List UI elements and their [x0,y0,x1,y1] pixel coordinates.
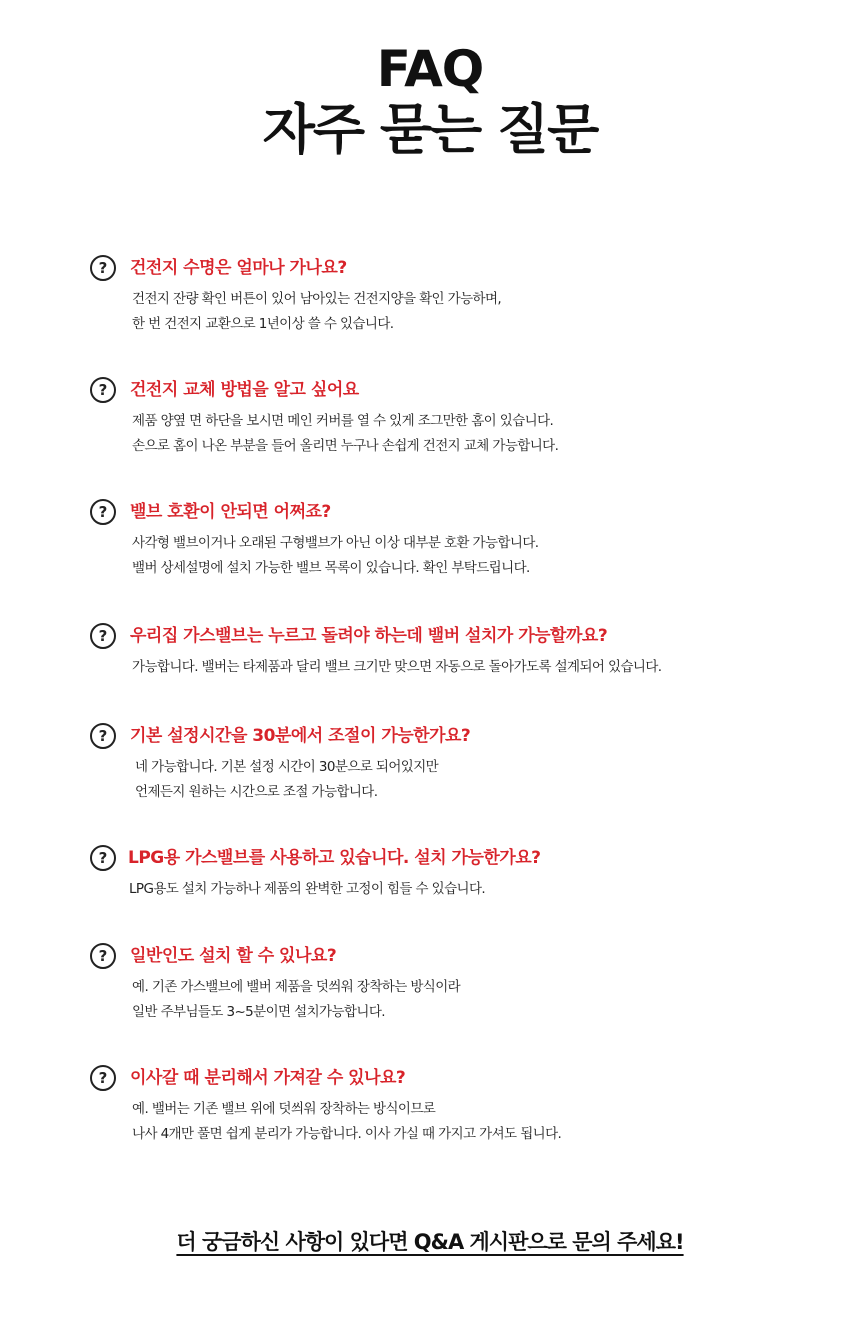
faq-answer [132,1097,561,1147]
question-mark-icon: ? [90,255,116,281]
faq-question: 밸브 호환이 안되면 어쩌죠? [130,502,331,522]
footer-cta [0,1226,860,1256]
faq-answer-line: 사각형 밸브이거나 오래된 구형밸브가 아닌 이상 대부분 호환 가능합니다. [132,535,539,551]
faq-answer-line: 나사 4개만 풀면 쉽게 분리가 가능합니다. 이사 가실 때 가지고 가셔도 됩니다. [132,1126,562,1142]
faq-question: 우리집 가스밸브는 누르고 돌려야 하는데 밸버 설치가 가능할까요? [130,626,608,646]
qna-board-link[interactable]: 더 궁금하신 사항이 있다면 Q&A 게시판으로 문의 주세요! [176,1230,684,1254]
faq-answer [135,755,438,805]
faq-answer-line: 한 번 건전지 교환으로 1년이상 쓸 수 있습니다. [132,316,394,332]
faq-answer-line: LPG용도 설치 가능하나 제품의 완벽한 고정이 힘들 수 있습니다. [129,881,486,897]
question-mark-icon: ? [90,499,116,525]
faq-question: 건전지 교체 방법을 알고 싶어요 [130,380,359,400]
question-mark-icon: ? [90,623,116,649]
faq-answer-line: 언제든지 원하는 시간으로 조절 가능합니다. [135,784,378,800]
faq-answer [132,287,501,337]
faq-question: 이사갈 때 분리해서 가져갈 수 있나요? [130,1068,406,1088]
faq-answer [132,975,460,1025]
faq-answer [132,409,558,459]
faq-answer-line: 건전지 잔량 확인 버튼이 있어 남아있는 건전지양을 확인 가능하며, [132,291,502,307]
faq-answer-line: 가능합니다. 밸버는 타제품과 달리 밸브 크기만 맞으면 자동으로 돌아가도록 설계되어 있습니다. [132,659,662,675]
faq-answer-line: 일반 주부님들도 3~5분이면 설치가능합니다. [132,1004,385,1020]
faq-question: 일반인도 설치 할 수 있나요? [130,946,337,966]
page-title-en: FAQ [376,40,484,98]
faq-question: 건전지 수명은 얼마나 가나요? [130,258,347,278]
faq-question: LPG용 가스밸브를 사용하고 있습니다. 설치 가능한가요? [128,848,541,868]
faq-answer-line: 밸버 상세설명에 설치 가능한 밸브 목록이 있습니다. 확인 부탁드립니다. [132,560,530,576]
question-mark-icon: ? [90,723,116,749]
faq-answer-line: 예. 기존 가스밸브에 밸버 제품을 덧씌워 장착하는 방식이라 [132,979,461,995]
faq-answer [132,655,662,680]
question-mark-icon: ? [90,943,116,969]
faq-answer-line: 제품 양옆 면 하단을 보시면 메인 커버를 열 수 있게 조그만한 홈이 있습니다. [132,413,554,429]
faq-answer [132,531,538,581]
faq-answer-line: 네 가능합니다. 기본 설정 시간이 30분으로 되어있지만 [135,759,439,775]
page-header [0,40,860,162]
question-mark-icon: ? [90,1065,116,1091]
page-title-ko: 자주 묻는 질문 [262,98,598,161]
faq-answer [129,877,485,902]
faq-answer-line: 손으로 홈이 나온 부분을 들어 올리면 누구나 손쉽게 건전지 교체 가능합니다. [132,438,559,454]
question-mark-icon: ? [90,377,116,403]
faq-question: 기본 설정시간을 30분에서 조절이 가능한가요? [130,726,471,746]
faq-answer-line: 예. 밸버는 기존 밸브 위에 덧씌워 장착하는 방식이므로 [132,1101,436,1117]
question-mark-icon: ? [90,845,116,871]
